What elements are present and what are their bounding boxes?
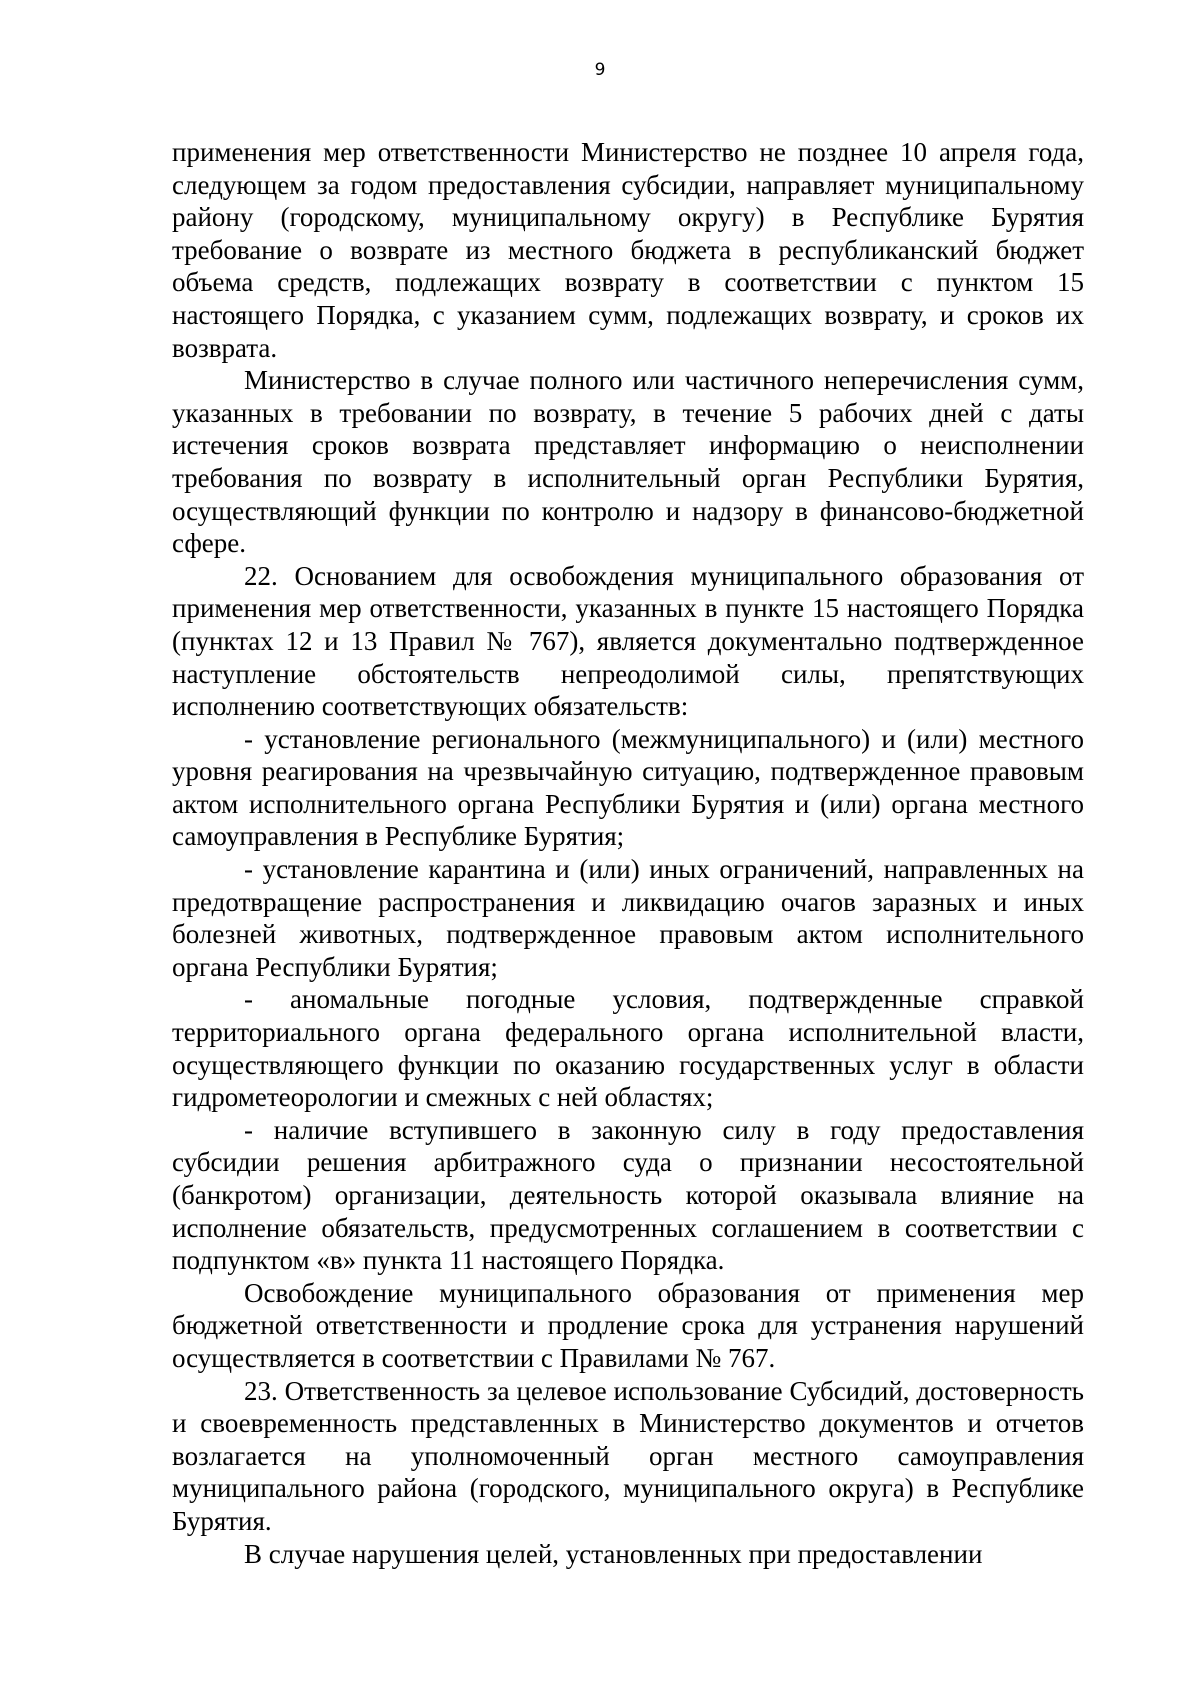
paragraph-23: 23. Ответственность за целевое использование Субсидий, достоверность и своевременность представленных в Министерство документов и отчетов возлагается на уполномоченный орган местного самоуправления муниципального района (городского, муниципального округа) в Республике Бурятия. [172,1375,1084,1536]
paragraph-exemption: Освобождение муниципального образования от применения мер бюджетной ответственности и продление срока для устранения нарушений осуществляется в соответствии с Правилами № 767. [172,1277,1084,1373]
list-item-bankruptcy: - наличие вступившего в законную силу в году предоставления субсидии решения арбитражного суда о признании несостоятельной (банкротом) организации, деятельность которой оказывала влияние на исполнение обязательств, предусмотренных соглашением в соответствии с подпунктом «в» пункта 11 настоящего Порядка. [172,1114,1084,1276]
list-item-weather: - аномальные погодные условия, подтвержденные справкой территориального органа федерального органа исполнительной власти, осуществляющего функции по оказанию государственных услуг в области гидрометеорологии и смежных с ней областях; [172,984,1084,1113]
paragraph-continuation: применения мер ответственности Министерство не позднее 10 апреля года, следующем за годом предоставления субсидии, направляет муниципальному району (городскому, муниципальному округу) в Республике Бурятия требование о возврате из местного бюджета в республиканский бюджет объема средств, подлежащих возврату в соответствии с пунктом 15 настоящего Порядка, с указанием сумм, подлежащих возврату, и сроков их возврата. [172,137,1084,363]
document-body [172,136,1084,1570]
paragraph-ministry-info: Министерство в случае полного или частичного неперечисления сумм, указанных в требовании по возврату, в течение 5 рабочих дней с даты истечения сроков возврата представляет информацию о неисполнении требования по возврату в исполнительный орган Республики Бурятия, осуществляющий функции по контролю и надзору в финансово-бюджетной сфере. [172,365,1084,559]
list-item-quarantine: - установление карантина и (или) иных ограничений, направленных на предотвращение распространения и ликвидацию очагов заразных и иных болезней животных, подтвержденное правовым актом исполнительного органа Республики Бурятия; [172,854,1084,982]
paragraph-22: 22. Основанием для освобождения муниципального образования от применения мер ответственности, указанных в пункте 15 настоящего Порядка (пунктах 12 и 13 Правил № 767), является документально подтвержденное наступление обстоятельств непреодолимой силы, препятствующих исполнению соответствующих обязательств: [172,560,1084,722]
paragraph-violation: В случае нарушения целей, установленных при предоставлении [244,1538,983,1569]
list-item-emergency: - установление регионального (межмуниципального) и (или) местного уровня реагирования на чрезвычайную ситуацию, подтвержденное правовым актом исполнительного органа Республики Бурятия и (или) органа местного самоуправления в Республике Бурятия; [172,723,1084,852]
page-number: 9 [594,60,606,80]
